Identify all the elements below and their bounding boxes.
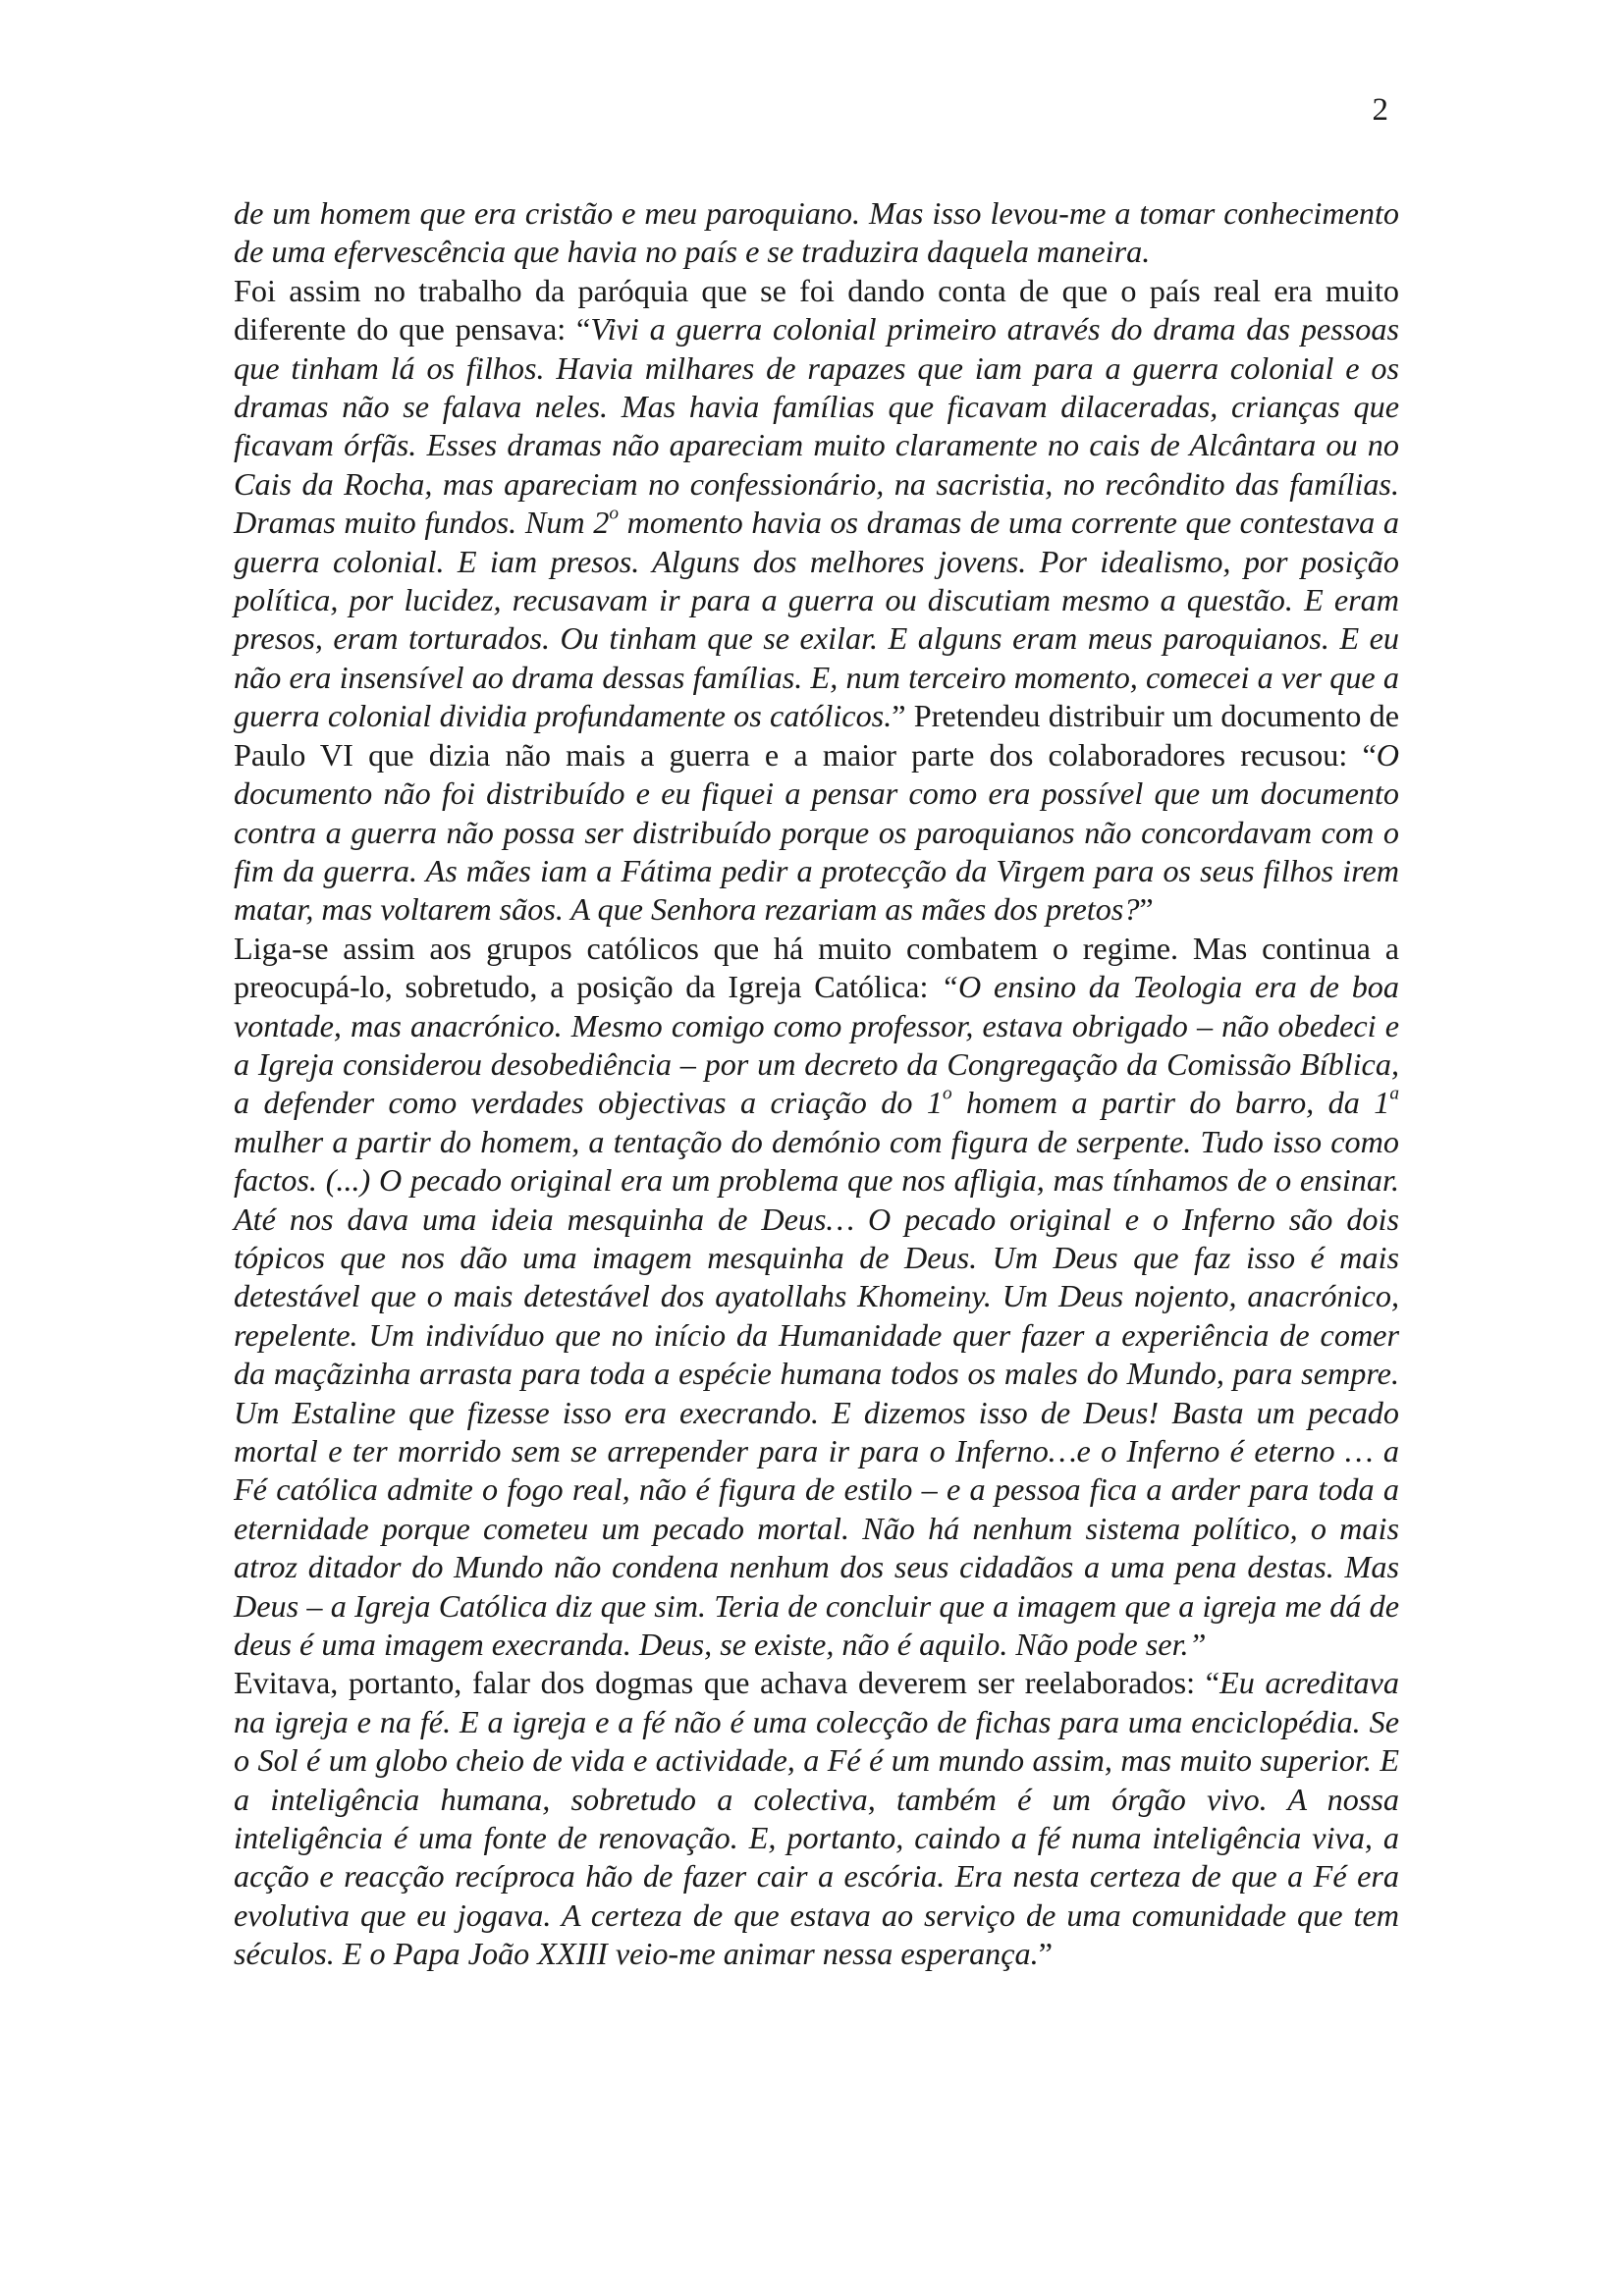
superscript [1389, 1084, 1399, 1104]
text-run: a [1389, 1083, 1399, 1104]
superscript [943, 1084, 952, 1104]
paragraph [234, 1664, 1399, 1973]
text-run: ” [1038, 1936, 1053, 1972]
paragraph [234, 272, 1399, 930]
text-run: Foi assim no trabalho da paróquia que se foi dando conta de que o país real era muito diferente do que pensava: “ [234, 272, 1399, 347]
text-run: homem a partir do barro, da 1 [951, 1085, 1390, 1121]
text-run: Evitava, portanto, falar dos dogmas que achava deverem ser reelaborados: “ [234, 1665, 1220, 1701]
body-text [234, 194, 1399, 1974]
text-run: mulher a partir do homem, a tentação do demónio com figura de serpente. Tudo isso como factos. (...) O pecado original era um problema que nos afligia, mas tínhamos de o ensinar. Até nos dava uma ideia mesquinha de Deus… O pecado original e o Inferno são dois tópicos que nos dão uma imagem mesquinha de Deus. Um Deus que faz isso é mais detestável que o mais detestável dos ayatollahs Khomeiny. Um Deus nojento, anacrónico, repelente. Um indivíduo que no início da Humanidade quer fazer a experiência de comer da maçãzinha arrasta para toda a espécie humana todos os males do Mundo, para sempre. Um Estaline que fizesse isso era execrando. E dizemos isso de Deus! Basta um pecado mortal e ter morrido sem se arrepender para ir para o Inferno…e o Inferno é eterno … a Fé católica admite o fogo real, não é figura de estilo – e a pessoa fica a arder para toda a eternidade porque cometeu um pecado mortal. Não há nenhum sistema político, o mais atroz ditador do Mundo não condena nenhum dos seus cidadãos a uma pena destas. Mas Deus – a Igreja Católica diz que sim. Teria de concluir que a imagem que a igreja me dá de deus é uma imagem execranda. Deus, se existe, não é aquilo. Não pode ser.” [234, 1123, 1399, 1663]
text-run: ” [1139, 891, 1154, 928]
paragraph [234, 930, 1399, 1665]
text-run: o [942, 1083, 952, 1104]
text-run: Eu acreditava na igreja e na fé. E a igreja e a fé não é uma colecção de fichas para uma enciclopédia. Se o Sol é um globo cheio de vida e actividade, a Fé é um mundo assim, mas muito superior. E a inteligência humana, sobretudo a colectiva, também é um órgão vivo. A nossa inteligência é uma fonte de renovação. E, portanto, caindo a fé numa inteligência viva, a acção e reacção recíproca hão de fazer cair a escória. Era nesta certeza de que a Fé era evolutiva que eu jogava. A certeza de que estava ao serviço de uma comunidade que tem séculos. E o Papa João XXIII veio-me animar nessa esperança. [234, 1665, 1399, 1972]
text-run: Liga-se assim aos grupos católicos que há muito combatem o regime. Mas continua a preocupá-lo, sobretudo, a posição da Igreja Católica: [234, 930, 1399, 1005]
paragraph [234, 194, 1399, 272]
text-run: momento havia os dramas de uma corrente que contestava a guerra colonial. E iam presos. Alguns dos melhores jovens. Por idealismo, por posição política, por lucidez, recusavam ir para a guerra ou discutiam mesmo a questão. E eram presos, eram torturados. Ou tinham que se exilar. E alguns eram meus paroquianos. E eu não era insensível ao drama dessas famílias. E, num terceiro momento, comecei a ver que a guerra colonial dividia profundamente os católicos. [234, 505, 1399, 734]
text-run: o [609, 503, 620, 524]
text-run: Vivi a guerra colonial primeiro através do drama das pessoas que tinham lá os filhos. Havia milhares de rapazes que iam para a guerra colonial e os dramas não se falava neles. Mas havia famílias que ficavam dilaceradas, crianças que ficavam órfãs. Esses dramas não apareciam muito claramente no cais de Alcântara ou no Cais da Rocha, mas apareciam no confessionário, na sacristia, no recôndito das famílias. Dramas muito fundos. Num 2 [234, 311, 1399, 541]
text-run: de um homem que era cristão e meu paroquiano. Mas isso levou-me a tomar conhecimento de uma efervescência que havia no país e se traduzira daquela maneira. [234, 195, 1399, 270]
text-run: ” Pretendeu distribuir um documento de Paulo VI que dizia não mais a guerra e a maior parte dos colaboradores recusou: “ [234, 698, 1399, 773]
page-number: 2 [1372, 92, 1388, 128]
text-run: O documento não foi distribuído e eu fiquei a pensar como era possível que um documento contra a guerra não possa ser distribuído porque os paroquianos não concordavam com o fim da guerra. As mães iam a Fátima pedir a protecção da Virgem para os seus filhos irem matar, mas voltarem sãos. A que Senhora rezariam as mães dos pretos? [234, 736, 1399, 928]
superscript [609, 504, 619, 524]
text-run: “O ensino da Teologia era de boa vontade, mas anacrónico. Mesmo comigo como professor, estava obrigado – não obedeci e a Igreja considerou desobediência – por um decreto da Congregação da Comissão Bíblica, a defender como verdades objectivas a criação do 1 [234, 969, 1399, 1121]
